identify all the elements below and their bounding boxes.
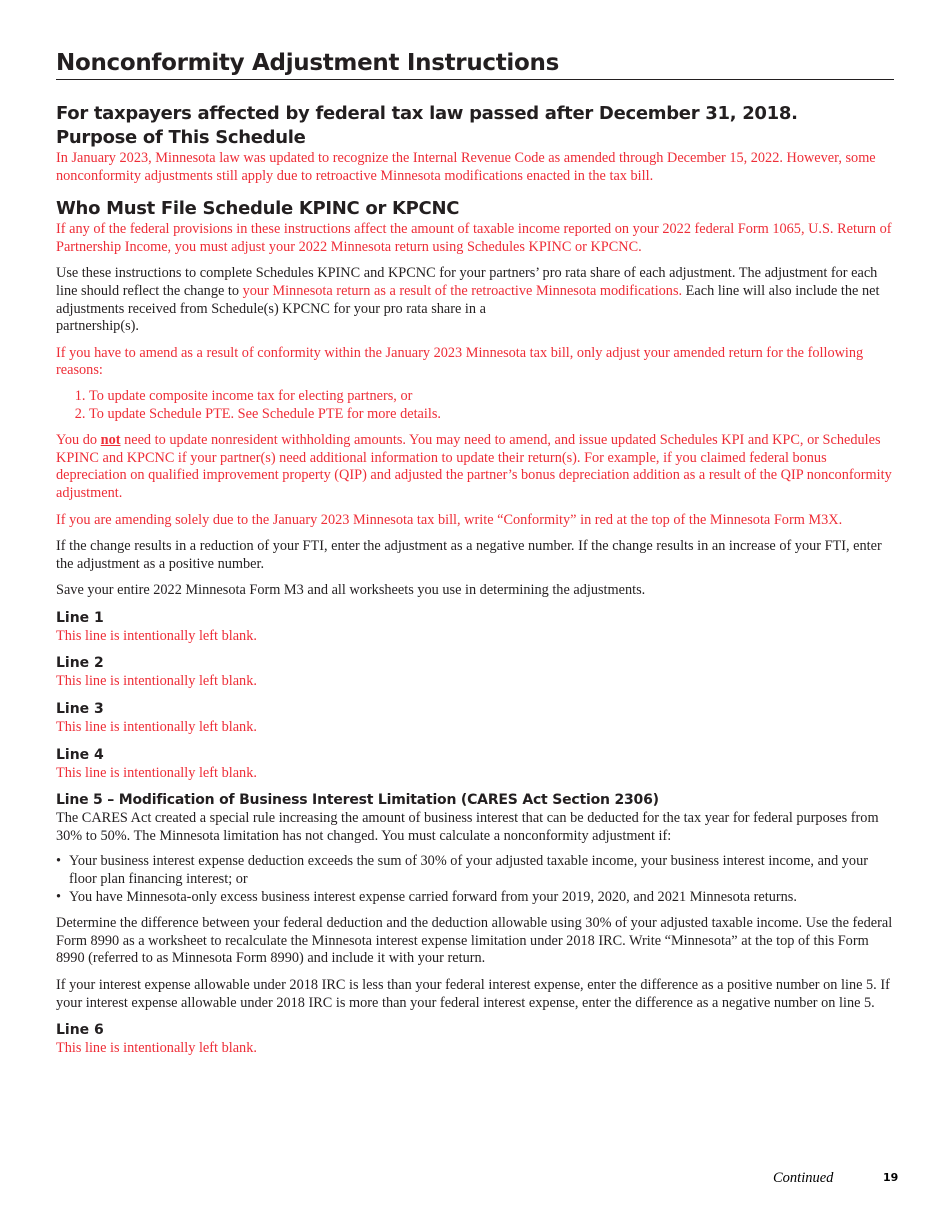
line-5-para-3: If your interest expense allowable under 2018 IRC is less than your federal interest expense, enter the difference as a positive number on line 5. If your interest expense allowable under 2018 IRC is more than your federal interest expense, enter the difference as a negative number on line 5.	[56, 977, 890, 1011]
line-5-bullet-list	[56, 853, 894, 906]
list-item-text: You have Minnesota-only excess business interest expense carried forward from your 2019, 2020, and 2021 Minnesota returns.	[69, 888, 797, 905]
line-1-heading: Line 1	[56, 609, 104, 626]
who-para-4-part-b: need to update nonresident withholding amounts. You may need to amend, and issue updated Schedules KPI and KPC, or Schedules KPINC and KPCNC if your partner(s) need additional information to update their return(s). For example, if you claimed federal bonus depreciation on qualified improvement property (QIP) and adjusted the partner’s bonus depreciation addition as a result of the QIP nonconformity adjustment.	[56, 432, 892, 501]
line-3-text: This line is intentionally left blank.	[56, 719, 257, 736]
not-emphasis: not	[100, 432, 121, 449]
who-para-7: Save your entire 2022 Minnesota Form M3 and all worksheets you use in determining the adjustments.	[56, 582, 646, 599]
line-5-intro: The CARES Act created a special rule increasing the amount of business interest that can be deducted for the tax year for federal purposes from 30% to 50%. The Minnesota limitation has not changed. You must calculate a nonconformity adjustment if:	[56, 810, 879, 844]
who-para-5: If you are amending solely due to the January 2023 Minnesota tax bill, write “Conformity” in red at the top of the Minnesota Form M3X.	[56, 511, 843, 528]
line-2-heading: Line 2	[56, 655, 104, 672]
list-item-text: Your business interest expense deduction exceeds the sum of 30% of your adjusted taxable income, your business interest income, and your floor plan financing interest; or	[69, 853, 868, 888]
line-3-heading: Line 3	[56, 701, 104, 718]
list-item	[56, 889, 894, 907]
who-para-4	[56, 432, 894, 502]
page-title: Nonconformity Adjustment Instructions	[56, 50, 894, 80]
continued-label: Continued	[773, 1170, 834, 1186]
line-5-para-2: Determine the difference between your federal deduction and the deduction allowable using 30% of your adjusted taxable income. Use the federal Form 8990 as a worksheet to recalculate the Minnesota interest expense limitation under 2018 IRC. Write “Minnesota” at the top of this Form 8990 (referred to as Minnesota Form 8990) and include it with your return.	[56, 915, 893, 967]
list-item	[56, 853, 894, 888]
purpose-text: In January 2023, Minnesota law was updated to recognize the Internal Revenue Code as amended through December 15, 2022. However, some nonconformity adjustments still apply due to retroactive Minnesota modifications enacted in the tax bill.	[56, 150, 876, 184]
who-para-2-part-d: partnership(s).	[56, 318, 139, 335]
reasons-list	[56, 388, 894, 423]
reason-item: 2. To update Schedule PTE. See Schedule PTE for more details.	[89, 406, 894, 424]
who-para-2-part-b: your Minnesota return as a result of the retroactive Minnesota modifications.	[242, 282, 683, 299]
reason-item: 1. To update composite income tax for electing partners, or	[89, 388, 894, 406]
line-4-text: This line is intentionally left blank.	[56, 764, 257, 781]
page-number: 19	[883, 1171, 899, 1184]
subtitle: For taxpayers affected by federal tax law passed after December 31, 2018.	[56, 103, 798, 124]
who-heading: Who Must File Schedule KPINC or KPCNC	[56, 198, 460, 220]
line-5-heading: Line 5 – Modification of Business Interest Limitation (CARES Act Section 2306)	[56, 792, 659, 809]
who-para-4-part-a: You do	[56, 432, 101, 449]
who-para-2-part-a: Use these instructions to complete Schedules KPINC and KPCNC for your partners’ pro rata share of each adjustment. The adjustment for each line should reflect the change to	[56, 265, 878, 299]
who-para-2	[56, 265, 894, 335]
line-1-text: This line is intentionally left blank.	[56, 627, 257, 644]
page-footer	[0, 1170, 950, 1190]
who-para-2-part-c: Each line will also include the net adjustments received from Schedule(s) KPCNC for your pro rata share in a	[56, 282, 880, 317]
bullet-icon: •	[56, 853, 62, 870]
who-para-6: If the change results in a reduction of your FTI, enter the adjustment as a negative number. If the change results in an increase of your FTI, enter the adjustment as a positive number.	[56, 538, 882, 572]
line-6-heading: Line 6	[56, 1022, 104, 1039]
line-4-heading: Line 4	[56, 746, 104, 763]
purpose-heading: Purpose of This Schedule	[56, 127, 306, 148]
document-page	[56, 50, 894, 1058]
line-2-text: This line is intentionally left blank.	[56, 673, 257, 690]
line-6-text: This line is intentionally left blank.	[56, 1040, 257, 1057]
who-para-3: If you have to amend as a result of conformity within the January 2023 Minnesota tax bill, only adjust your amended return for the following reasons:	[56, 344, 864, 379]
bullet-icon: •	[56, 888, 62, 905]
who-para-1: If any of the federal provisions in these instructions affect the amount of taxable income reported on your 2022 federal Form 1065, U.S. Return of Partnership Income, you must adjust your 2022 Minnesota return using Schedules KPINC or KPCNC.	[56, 221, 892, 255]
